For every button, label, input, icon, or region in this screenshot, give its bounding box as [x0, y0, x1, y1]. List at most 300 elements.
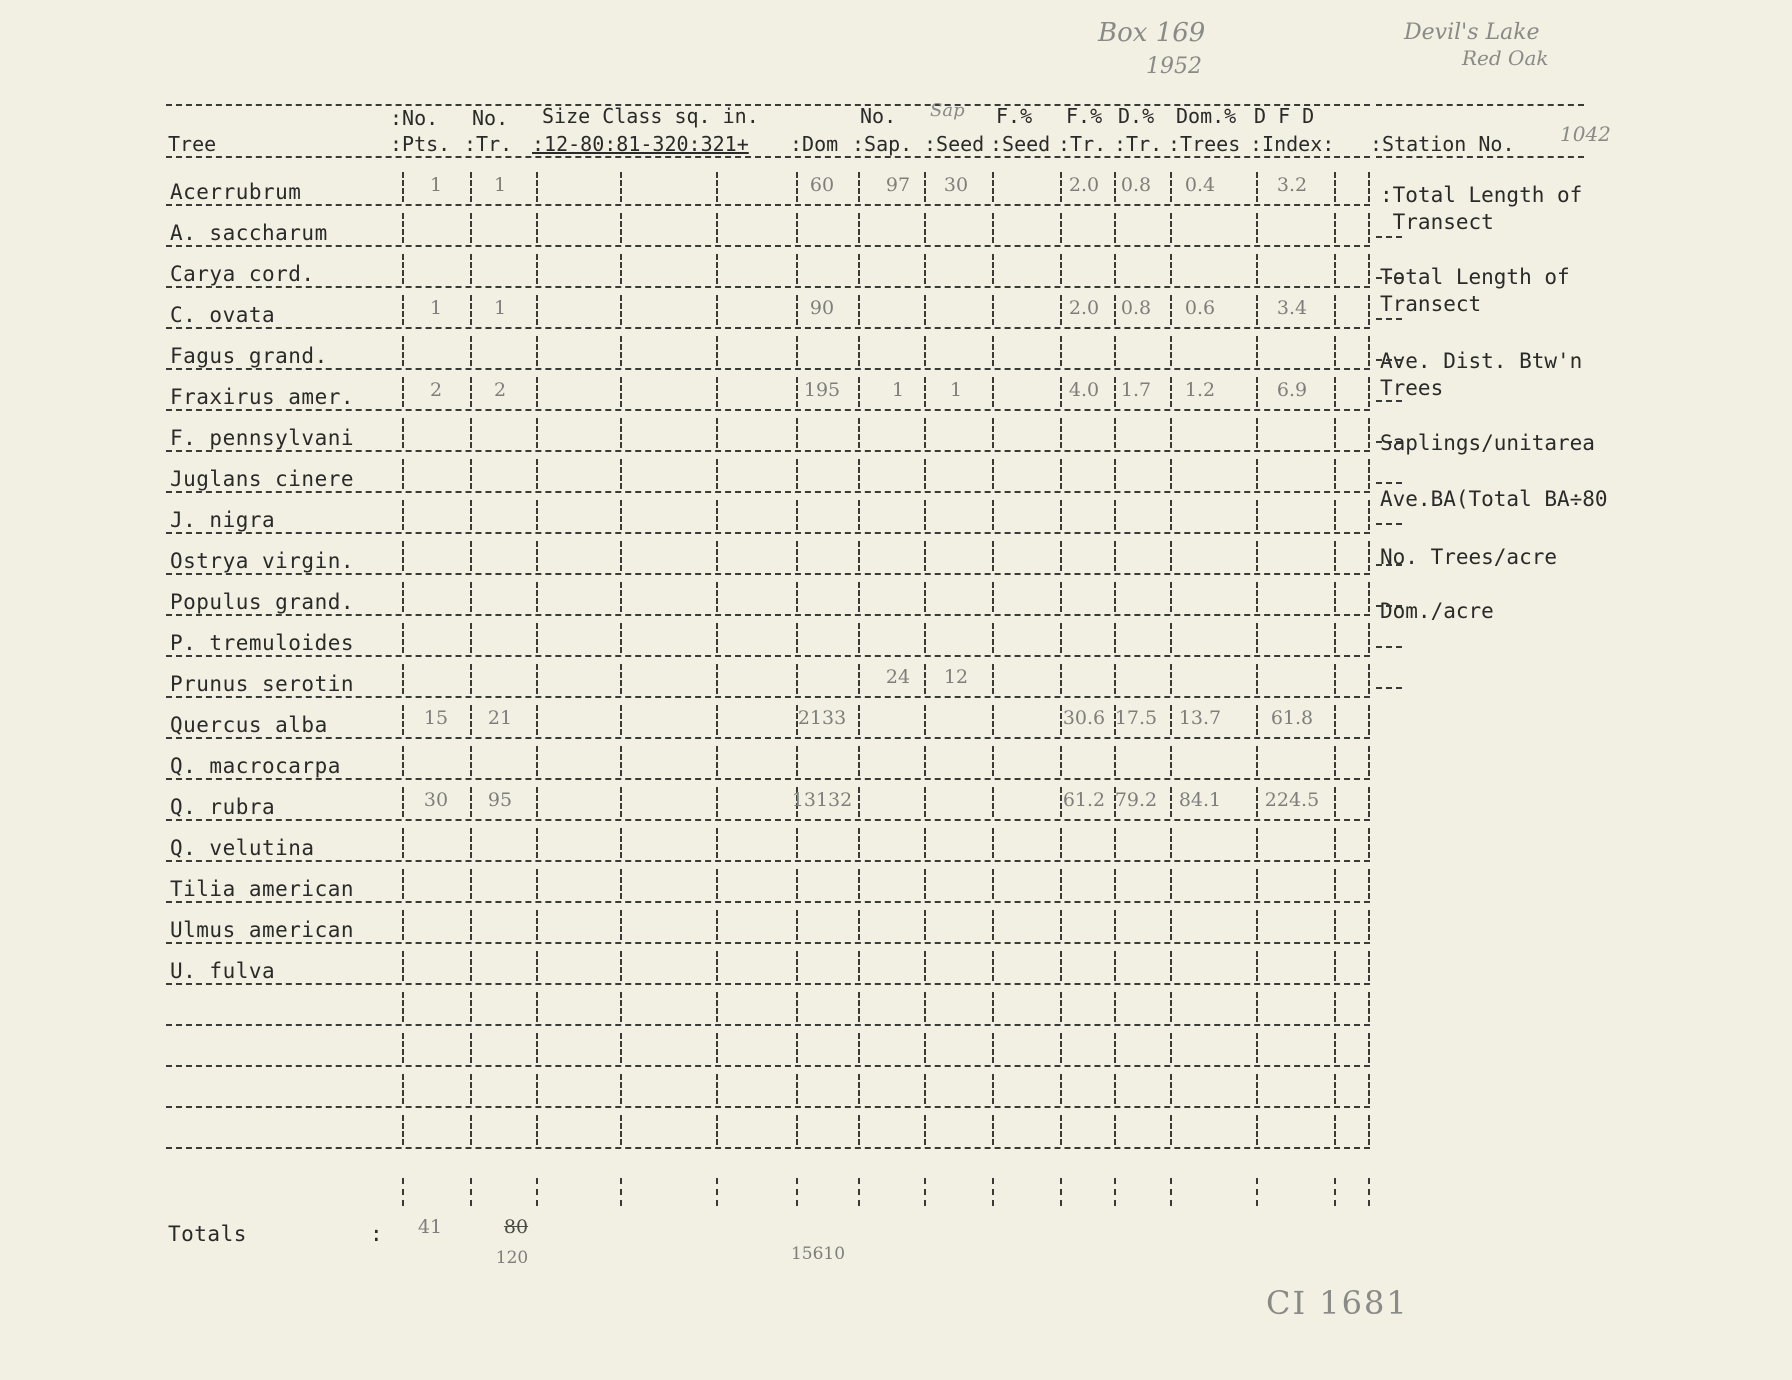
column-divider [470, 295, 472, 325]
column-divider [1334, 828, 1336, 858]
column-divider [1060, 664, 1062, 694]
column-divider [1256, 1115, 1258, 1145]
column-divider [1368, 418, 1370, 448]
column-divider [1256, 254, 1258, 284]
column-divider [620, 623, 622, 653]
column-divider [1114, 418, 1116, 448]
column-divider [1114, 541, 1116, 571]
column-divider [1256, 828, 1258, 858]
side-rule [1376, 359, 1402, 361]
column-divider [1368, 664, 1370, 694]
totals-tr-corrected: 120 [495, 1248, 529, 1268]
dom-trees-header-line2: :Trees [1168, 132, 1241, 156]
column-divider [924, 910, 926, 940]
cell-ftr: 30.6 [1062, 707, 1106, 729]
column-divider [1114, 377, 1116, 407]
column-divider [1334, 705, 1336, 735]
column-divider [470, 1115, 472, 1145]
station-header-rule-bottom [1376, 156, 1584, 158]
column-divider [470, 172, 472, 202]
tree-species-name: Fagus grand. [170, 344, 328, 368]
column-divider [1256, 992, 1258, 1022]
cell-tr: 21 [487, 707, 513, 729]
column-divider [470, 910, 472, 940]
column-divider [1170, 787, 1172, 817]
column-divider [716, 213, 718, 243]
column-divider [1334, 213, 1336, 243]
column-divider [992, 582, 994, 612]
column-divider [536, 295, 538, 325]
summary-label: Dom./acre [1380, 599, 1494, 623]
column-divider [402, 336, 404, 366]
column-divider [796, 746, 798, 776]
column-divider [716, 951, 718, 981]
column-divider [992, 213, 994, 243]
column-divider [924, 828, 926, 858]
column-divider [1060, 1178, 1062, 1206]
column-divider [1334, 787, 1336, 817]
column-divider [992, 172, 994, 202]
column-divider [620, 1178, 622, 1206]
dfd-header-line2: :Index: [1250, 132, 1335, 156]
column-divider [1170, 1074, 1172, 1104]
tree-species-name: J. nigra [170, 508, 276, 532]
column-divider [402, 500, 404, 530]
totals-pts: 41 [417, 1216, 443, 1238]
column-divider [1334, 746, 1336, 776]
column-divider [992, 828, 994, 858]
column-divider [1114, 213, 1116, 243]
column-divider [470, 951, 472, 981]
column-divider [716, 336, 718, 366]
column-divider [924, 705, 926, 735]
column-divider [1114, 910, 1116, 940]
no-sap-header-line1: No. [860, 104, 897, 128]
column-divider [992, 336, 994, 366]
column-divider [992, 1115, 994, 1145]
column-divider [796, 500, 798, 530]
tree-species-name: Populus grand. [170, 590, 355, 614]
cell-pts: 2 [429, 379, 443, 401]
column-divider [620, 951, 622, 981]
column-divider [1114, 951, 1116, 981]
column-divider [1334, 992, 1336, 1022]
column-divider [536, 541, 538, 571]
column-divider [1060, 705, 1062, 735]
tree-species-name: Juglans cinere [170, 467, 355, 491]
no-pts-header-line2: :Pts. [390, 132, 451, 156]
column-divider [924, 1074, 926, 1104]
column-divider [858, 746, 860, 776]
size-ranges-header: :12-80:81-320:321+ [532, 132, 749, 156]
column-divider [716, 541, 718, 571]
column-divider [796, 459, 798, 489]
cell-seed: 30 [943, 174, 969, 196]
column-divider [796, 213, 798, 243]
column-divider [1368, 1115, 1370, 1145]
column-divider [716, 1115, 718, 1145]
seed-header: :Seed [924, 132, 985, 156]
column-divider [1334, 377, 1336, 407]
column-divider [536, 459, 538, 489]
totals-label: Totals [168, 1222, 247, 1246]
column-divider [716, 295, 718, 325]
column-divider [858, 500, 860, 530]
column-divider [1114, 664, 1116, 694]
column-divider [716, 705, 718, 735]
column-divider [1256, 951, 1258, 981]
cell-dom: 13132 [791, 789, 853, 811]
column-divider [620, 418, 622, 448]
column-divider [858, 623, 860, 653]
column-divider [858, 664, 860, 694]
column-divider [470, 418, 472, 448]
tree-species-name: Fraxirus amer. [170, 385, 355, 409]
dfd-header-line1: D F D [1254, 104, 1315, 128]
column-divider [1334, 254, 1336, 284]
column-divider [470, 746, 472, 776]
column-divider [992, 377, 994, 407]
column-divider [858, 1178, 860, 1206]
tree-species-name: A. saccharum [170, 221, 328, 245]
column-divider [1256, 418, 1258, 448]
summary-label: :Total Length of Transect [1380, 183, 1583, 234]
station-number-value: 1042 [1560, 122, 1611, 146]
column-divider [470, 664, 472, 694]
column-divider [924, 213, 926, 243]
catalog-number: CI 1681 [1266, 1284, 1409, 1322]
column-divider [1170, 459, 1172, 489]
column-divider [1334, 500, 1336, 530]
column-divider [1060, 418, 1062, 448]
column-divider [1368, 623, 1370, 653]
column-divider [1170, 664, 1172, 694]
cell-domt: 13.7 [1178, 707, 1222, 729]
column-divider [1334, 623, 1336, 653]
column-divider [402, 664, 404, 694]
cell-ftr: 4.0 [1068, 379, 1100, 401]
column-divider [470, 582, 472, 612]
column-divider [924, 336, 926, 366]
side-rule [1376, 646, 1402, 648]
column-divider [796, 992, 798, 1022]
column-divider [1256, 582, 1258, 612]
tree-species-name: Q. rubra [170, 795, 276, 819]
column-divider [470, 377, 472, 407]
column-divider [1060, 582, 1062, 612]
column-divider [796, 910, 798, 940]
column-divider [1170, 418, 1172, 448]
row-rule [166, 286, 1370, 288]
column-divider [1368, 1033, 1370, 1063]
column-divider [470, 459, 472, 489]
column-divider [858, 254, 860, 284]
column-divider [402, 254, 404, 284]
column-divider [1368, 213, 1370, 243]
column-divider [1170, 582, 1172, 612]
column-divider [536, 213, 538, 243]
column-divider [1256, 1074, 1258, 1104]
column-divider [1256, 336, 1258, 366]
column-divider [1368, 500, 1370, 530]
column-divider [992, 910, 994, 940]
tree-column-header: Tree [168, 132, 217, 156]
column-divider [1334, 295, 1336, 325]
totals-dom: 15610 [790, 1244, 846, 1264]
column-divider [716, 418, 718, 448]
column-divider [992, 787, 994, 817]
column-divider [1256, 377, 1258, 407]
column-divider [1060, 992, 1062, 1022]
cell-idx: 61.8 [1270, 707, 1314, 729]
column-divider [1060, 1074, 1062, 1104]
column-divider [924, 869, 926, 899]
column-divider [716, 459, 718, 489]
column-divider [1060, 295, 1062, 325]
column-divider [620, 869, 622, 899]
tree-species-name: Q. velutina [170, 836, 315, 860]
column-divider [620, 254, 622, 284]
column-divider [924, 746, 926, 776]
column-divider [1060, 869, 1062, 899]
column-divider [620, 213, 622, 243]
tree-species-name: P. tremuloides [170, 631, 355, 655]
column-divider [716, 664, 718, 694]
row-rule [166, 1065, 1370, 1067]
no-pts-header-line1: :No. [390, 106, 439, 130]
column-divider [992, 623, 994, 653]
station-header-rule-top [1376, 104, 1584, 106]
side-rule [1376, 318, 1402, 320]
column-divider [992, 295, 994, 325]
cell-idx: 3.4 [1276, 297, 1308, 319]
cell-dom: 60 [809, 174, 835, 196]
column-divider [1368, 541, 1370, 571]
d-tr-header-line1: D.% [1118, 104, 1155, 128]
column-divider [796, 828, 798, 858]
column-divider [716, 254, 718, 284]
cell-tr: 1 [493, 174, 507, 196]
column-divider [924, 623, 926, 653]
row-rule [166, 737, 1370, 739]
tree-species-name: Ulmus american [170, 918, 355, 942]
column-divider [1334, 336, 1336, 366]
column-divider [796, 869, 798, 899]
column-divider [1368, 828, 1370, 858]
cell-dom: 195 [803, 379, 841, 401]
column-divider [992, 459, 994, 489]
column-divider [1256, 664, 1258, 694]
column-divider [620, 992, 622, 1022]
column-divider [536, 869, 538, 899]
column-divider [1170, 869, 1172, 899]
f-tr-header-line2: :Tr. [1058, 132, 1107, 156]
cell-dtr: 79.2 [1114, 789, 1158, 811]
column-divider [992, 705, 994, 735]
cell-pts: 1 [429, 174, 443, 196]
column-divider [924, 541, 926, 571]
column-divider [1060, 1033, 1062, 1063]
column-divider [716, 500, 718, 530]
column-divider [992, 869, 994, 899]
column-divider [1368, 459, 1370, 489]
column-divider [536, 623, 538, 653]
column-divider [402, 1074, 404, 1104]
row-rule [166, 1024, 1370, 1026]
column-divider [1170, 295, 1172, 325]
no-tr-header-line2: :Tr. [464, 132, 513, 156]
tree-species-name: Tilia american [170, 877, 355, 901]
column-divider [536, 951, 538, 981]
tree-species-name: F. pennsylvani [170, 426, 355, 450]
column-divider [858, 336, 860, 366]
cell-tr: 2 [493, 379, 507, 401]
row-rule [166, 532, 1370, 534]
column-divider [470, 1033, 472, 1063]
row-rule [166, 409, 1370, 411]
row-rule [166, 655, 1370, 657]
column-divider [796, 172, 798, 202]
column-divider [1060, 500, 1062, 530]
column-divider [620, 459, 622, 489]
summary-label: No. Trees/acre [1380, 545, 1558, 569]
column-divider [1368, 746, 1370, 776]
column-divider [924, 1033, 926, 1063]
column-divider [1368, 1074, 1370, 1104]
column-divider [924, 582, 926, 612]
column-divider [924, 418, 926, 448]
column-divider [1170, 377, 1172, 407]
row-rule [166, 245, 1370, 247]
column-divider [1170, 172, 1172, 202]
column-divider [402, 623, 404, 653]
column-divider [716, 582, 718, 612]
column-divider [1170, 746, 1172, 776]
column-divider [992, 500, 994, 530]
side-rule [1376, 441, 1402, 443]
totals-colon: : [370, 1222, 384, 1246]
column-divider [992, 951, 994, 981]
column-divider [1170, 541, 1172, 571]
column-divider [1114, 336, 1116, 366]
column-divider [1114, 1033, 1116, 1063]
cell-sap: 24 [885, 666, 911, 688]
header-bottom-rule [166, 156, 1370, 158]
column-divider [620, 705, 622, 735]
cell-idx: 3.2 [1276, 174, 1308, 196]
column-divider [536, 1033, 538, 1063]
column-divider [992, 1033, 994, 1063]
column-divider [1170, 1115, 1172, 1145]
row-rule [166, 860, 1370, 862]
cell-idx: 6.9 [1276, 379, 1308, 401]
column-divider [1256, 500, 1258, 530]
column-divider [402, 213, 404, 243]
column-divider [1060, 377, 1062, 407]
d-tr-header-line2: :Tr. [1114, 132, 1163, 156]
tree-species-name: Quercus alba [170, 713, 328, 737]
column-divider [1114, 1074, 1116, 1104]
station-header: :Station No. [1370, 132, 1515, 156]
column-divider [1256, 869, 1258, 899]
column-divider [1334, 172, 1336, 202]
column-divider [1060, 541, 1062, 571]
column-divider [470, 254, 472, 284]
row-rule [166, 901, 1370, 903]
column-divider [620, 336, 622, 366]
column-divider [924, 172, 926, 202]
column-divider [1256, 705, 1258, 735]
cell-dtr: 0.8 [1120, 174, 1152, 196]
column-divider [1060, 828, 1062, 858]
cell-dtr: 1.7 [1120, 379, 1152, 401]
column-divider [1170, 1178, 1172, 1206]
column-divider [796, 582, 798, 612]
cell-idx: 224.5 [1264, 789, 1320, 811]
column-divider [1114, 1178, 1116, 1206]
column-divider [470, 623, 472, 653]
column-divider [858, 172, 860, 202]
column-divider [1256, 623, 1258, 653]
column-divider [1368, 1178, 1370, 1206]
column-divider [470, 787, 472, 817]
column-divider [858, 992, 860, 1022]
column-divider [1170, 1033, 1172, 1063]
cell-ftr: 2.0 [1068, 297, 1100, 319]
column-divider [1170, 951, 1172, 981]
dom-trees-header-line1: Dom.% [1176, 104, 1237, 128]
side-rule [1376, 605, 1402, 607]
column-divider [992, 992, 994, 1022]
tree-species-name: U. fulva [170, 959, 276, 983]
column-divider [858, 828, 860, 858]
column-divider [1114, 992, 1116, 1022]
column-divider [402, 787, 404, 817]
column-divider [536, 377, 538, 407]
column-divider [1114, 172, 1116, 202]
column-divider [402, 541, 404, 571]
column-divider [1334, 1115, 1336, 1145]
column-divider [1368, 336, 1370, 366]
column-divider [1256, 910, 1258, 940]
column-divider [470, 500, 472, 530]
column-divider [992, 746, 994, 776]
column-divider [536, 500, 538, 530]
column-divider [716, 1178, 718, 1206]
column-divider [1114, 828, 1116, 858]
column-divider [924, 459, 926, 489]
summary-label: Ave.BA(Total BA÷80 [1380, 487, 1608, 511]
column-divider [1334, 1033, 1336, 1063]
column-divider [716, 828, 718, 858]
row-rule [166, 778, 1370, 780]
column-divider [402, 992, 404, 1022]
column-divider [1060, 623, 1062, 653]
tree-species-name: Q. macrocarpa [170, 754, 341, 778]
column-divider [536, 705, 538, 735]
f-tr-header-line1: F.% [1066, 104, 1103, 128]
column-divider [536, 664, 538, 694]
tree-species-name: Ostrya virgin. [170, 549, 355, 573]
cell-domt: 84.1 [1178, 789, 1222, 811]
cell-seed: 12 [943, 666, 969, 688]
cell-dtr: 17.5 [1114, 707, 1158, 729]
column-divider [470, 869, 472, 899]
column-divider [536, 336, 538, 366]
column-divider [620, 828, 622, 858]
column-divider [796, 336, 798, 366]
cell-ftr: 61.2 [1062, 789, 1106, 811]
